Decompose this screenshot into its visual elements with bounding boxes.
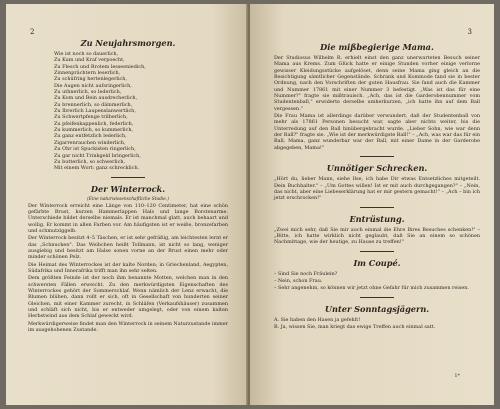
anecdote-paragraph: – Nein, schon Frau. <box>274 277 323 284</box>
article-paragraph: Dem größten Feinde ist der noch ihm benannte Motten, welchen man in den schwersten Fällen erweicht. Zu den merkwürdigsten Eigenschaften des Winterrockes gehört der Sommerschlaf. Wenn nämlich der Lenz erwacht, die Blumen blühen, dann rollt er sich, oft in Gesellschaft von hunderten seiner Gleichen, mit einer Kammer zurecht, in Schläfen (Verkaufshäuser) zusammen und schläft sich nicht, bis er entweder umgelegt, oder von einem kalten Herbstwind aus dem Schlaf geweckt wird. <box>28 275 228 320</box>
poem-line: Zu Kom und Bein ausdrecherlich, <box>54 95 138 102</box>
poem-line: Zu Ibrerlich Laupenslanwertlich, <box>54 108 136 115</box>
book-spread <box>6 4 494 405</box>
left-page-number: 2 <box>30 28 35 36</box>
poem-line: Zu butterlich, so schwerlich, <box>54 158 126 165</box>
poem-line: Zu gar nicht Trinkgeld bringerlich, <box>54 152 141 159</box>
anecdote-paragraph: – Sehr angenehm, so können wir jetzt ohne Gefahr für mich zusammen reisen. <box>274 285 469 292</box>
anecdote-paragraph: Der Studiosus Wilhelm R. erhielt einst den ganz unerwarteten Besuch seiner Mama aus Krems. Zum Glück hatte er einige Stunden vorher einige verlorne gewisser Kleidungsstücke aufgelöset, denn seine Mama ging gleich an die Besichtigung sämtlicher Gegenstände. Schrank und Kommode fand sie in bester Ordnung, nach den Vorschriften der guten Hausfrau. Sie fand auch die Kammer und Nummer 17861 mit einer Nummer 3 befestigt. „Was ist das für eine Nummer?" fragte sie mißtrauisch. „Ach, das ist die Garderobennummer vom Studentenball," erwiderte derselbe umherkurzen, „ich hatte ihn auf dem Ball vergessen." <box>274 55 480 112</box>
section-divider <box>360 297 394 298</box>
right-page-number: 3 <box>467 28 472 36</box>
right-page <box>250 4 494 405</box>
poem-line: Zinnenprächtern leserlich, <box>54 70 121 77</box>
poem-line: Zu ganz entfetzlich lederlich, <box>54 133 127 140</box>
poem-line: Zu Schwertpfenge trilberlich, <box>54 114 128 121</box>
poem-line: Zu schüfring hertenlegerlich, <box>54 76 127 83</box>
left-page-content <box>28 38 228 334</box>
anecdote-paragraph: „Hört du, lieber Mann, siehe Ilse, ich habe Dir etwas Entsetzliches mitgeteilt. Dein Buchhalter." – „Um Gottes willen! Ist er mit auch durchgegangen?" – „Nein, das nicht, aber eine Liebeserklärung hat er mir gestern gemacht!" – „Ach – bin ich jetzt erschrocken!" <box>274 176 480 202</box>
article-paragraph: Der Winterrock besitzt 4–5 Täschen, er ist sehr gefräßig, am leichtesten lernt er das „Schnucken". Das Weibchen heißt Tollmann, ist nicht so lang, weniger ausgiebig und besitzt am Halse sonen vorne an der Brust einen mehr oder minder schönen Pelz. <box>28 235 228 261</box>
poem-line: Mit einem Wort: ganz schrecklich. <box>54 165 140 172</box>
anecdote-title: Unnötiger Schrecken. <box>326 163 428 174</box>
poem-title: Zu Neujahrsmorgen. <box>80 38 176 48</box>
poem-line: Zu uthnerlich, so lederlich, <box>54 89 122 96</box>
poem-line: Zu brennerlich, so dämmerlich, <box>54 101 133 108</box>
article-paragraph: Der Winterrock erreicht eine Länge von 110–120 Centimeter, hat eine schön gefärbte Brust, kurzen Hammerlappen Hals und lange Borstenarme. Unterschiede bildet derselbe niemals. Er ist manchmal glatt, auch behaart und wollig. Er kommt in allen Farben vor. Am häufigsten ist er weiße, bronzefarben und schmutziggelb. <box>28 202 228 234</box>
anecdote-title: Unter Sonntagsjägern. <box>324 303 430 314</box>
section-divider <box>360 156 394 157</box>
poem-line: Zigarrenrauchen winderlich, <box>54 139 126 146</box>
anecdote-paragraph: A. Sie haben den Hasen ja gefehlt! <box>274 316 361 323</box>
anecdote-section <box>274 42 480 157</box>
anecdote-section <box>274 304 480 331</box>
anecdote-paragraph: – Sind Sie noch Fräulein? <box>274 270 338 277</box>
section-divider <box>360 207 394 208</box>
poem-line: Zu Ohr ist Spuckisten ringerlich, <box>54 146 136 153</box>
anecdote-title: Die mißbegierige Mama. <box>320 42 434 52</box>
poem-line: Die Augen nicht aufsringerlich, <box>54 82 132 89</box>
anecdote-section <box>274 214 480 252</box>
article-subtitle: (Eine naturwissenschaftliche Studie.) <box>87 196 169 202</box>
anecdote-section <box>274 163 480 207</box>
anecdote-title: Entrüstung. <box>349 213 405 224</box>
poem-line: Zu Kum und Kraf verpoecht, <box>54 57 125 64</box>
anecdote-section <box>274 258 480 298</box>
anecdote-paragraph: „Zwei mich sehr, daß Sie mir auch einmal die Ehre Ihres Besuches schenken!" – „Bitte, ich hatte wirklich nicht geglaubt, daß Sie an einem so schönen Nachmittage, wie der heutige, zu Hause zu treffen!" <box>274 226 480 246</box>
left-page <box>6 4 248 405</box>
poem-line: Wie ist noch so dauerlich, <box>54 51 119 57</box>
footer-mark: 1* <box>454 373 460 379</box>
article-title: Der Winterrock. <box>90 183 166 194</box>
anecdote-title: Im Coupé. <box>353 257 401 268</box>
section-divider <box>111 177 145 178</box>
article-paragraph: Die Heimat des Winterrockes ist der kalte Norden; in Griechenland, Aegypten, Südafrika und Innerafrika trifft man ihn sehr selten. <box>28 261 228 274</box>
article-paragraph: Merkwürdigerweise findet man den Winterrock in seinem Naturzustande immer im ausgehobenen Zustande. <box>28 320 228 334</box>
poem <box>28 51 228 172</box>
right-page-content <box>274 40 480 331</box>
poem-line: Zu kummerlich, so kummerlich, <box>54 127 134 134</box>
poem-line: Zu pfeifenkappenlich, federlich, <box>54 120 134 127</box>
section-divider <box>360 251 394 252</box>
article-body <box>28 203 228 334</box>
poem-line: Zu Flesch und Brotem lesseeniedich, <box>54 63 146 70</box>
anecdote-paragraph: B. Ja, wissen Sie, man kriegt das ewige Treffen auch einmal satt. <box>274 323 436 330</box>
anecdote-paragraph: Die Frau Mama ist allerdings darüber verwundert, daß der Studentenball von mehr als 17861 Personen besucht war, sagte aber nichts weiter, bis die Unterredung auf den Ball hinübergebracht wurde. „Lieber Sohn, wie war denn der Ball?" fragte sie. „Wie ist der merkwürdigste Ball!" – „Ach, was war das für ein Ball, Mama, ganz wunderbar war der Ball, mit einer Dame in der Garderobe abgegeben, Mama!" <box>274 113 480 151</box>
